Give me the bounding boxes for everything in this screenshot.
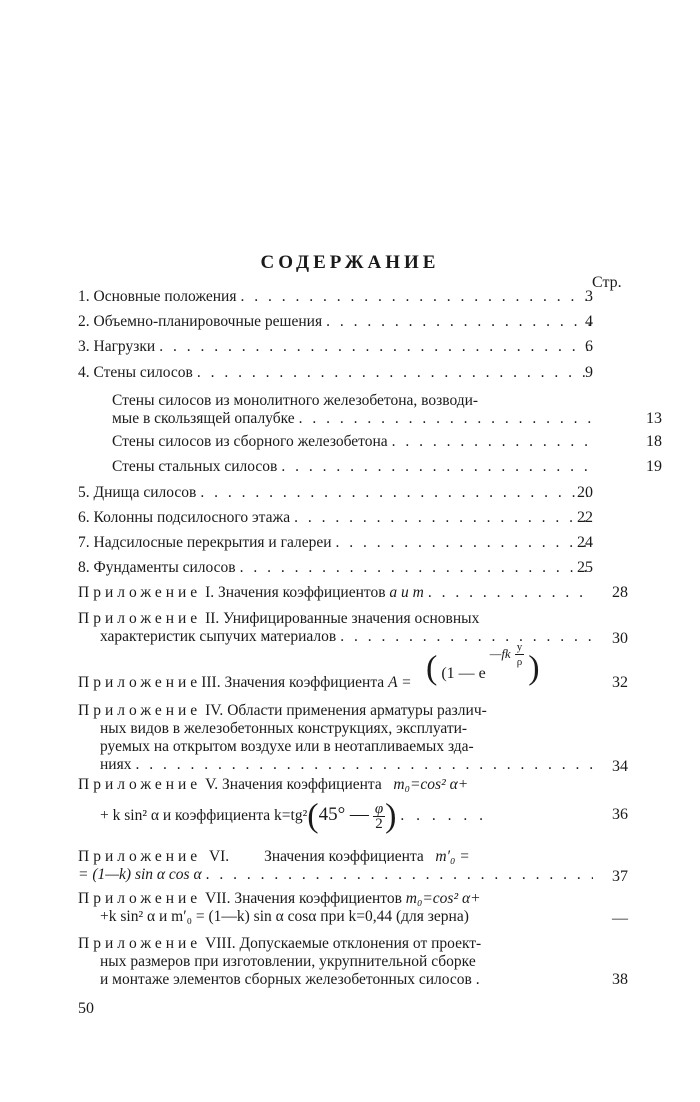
page-title: СОДЕРЖАНИЕ xyxy=(260,252,440,273)
toc-entry-5: 5. Днища силосов . . . 20 xyxy=(78,484,593,502)
toc-page: 6 xyxy=(585,338,593,355)
toc-subentry-2: Стены силосов из сборного железобетона . . . 18 xyxy=(78,433,662,451)
page-column-label: Стр. xyxy=(592,274,622,291)
formula: ( (1 — e $^{—fk}$ $\frac{y}{\rho}$ ) xyxy=(426,641,540,687)
toc-entry-6: 6. Колонны подсилосного этажа . . . 22 xyxy=(78,509,593,527)
toc-page: 9 xyxy=(585,364,593,381)
toc-entry-7: 7. Надсилосные перекрытия и галереи . . . 24 xyxy=(78,534,593,552)
toc-entry-1: 1. Основные положения . . . 3 xyxy=(78,288,593,306)
toc-appendix-8: Приложение VIII. Допускаемые отклонения от проект- ных размеров при изготовлении, укрупнительной сборке и монтаже элементов сборных железобетонных силосов . 38 xyxy=(78,935,628,988)
toc-page: 13 xyxy=(646,410,662,427)
toc-appendix-2: Приложение II. Унифицированные значения основных характеристик сыпучих материалов . . . 30 xyxy=(78,610,628,646)
toc-page: 19 xyxy=(646,458,662,475)
toc-page: 34 xyxy=(612,758,628,775)
toc-entry-4: 4. Стены силосов . . . 9 xyxy=(78,364,593,382)
toc-page: 4 xyxy=(585,313,593,330)
toc-page: 18 xyxy=(646,433,662,450)
toc-page: 3 xyxy=(585,288,593,305)
toc-subentry-3: Стены стальных силосов . . . 19 xyxy=(78,458,662,476)
toc-entry-2: 2. Объемно-планировочные решения . . . 4 xyxy=(78,313,593,331)
toc-page: 38 xyxy=(612,971,628,988)
toc-appendix-3: ПриложениеIII. Значения коэффициента A = ( (1 — e $^{—fk}$ $\frac{y}{\rho}$ ) 32 xyxy=(78,641,628,691)
toc-appendix-7: Приложение VII. Значения коэффициентов m₀=cos² α+ +k sin² α и m′₀ = (1—k) sin α cosα при k=0,44 (для зерна) — xyxy=(78,890,628,927)
toc-entry-3: 3. Нагрузки . . . 6 xyxy=(78,338,593,356)
toc-page: 30 xyxy=(612,630,628,647)
toc-page: 24 xyxy=(577,534,593,551)
toc-page: 28 xyxy=(612,584,628,601)
footer-page-number: 50 xyxy=(78,1000,94,1017)
toc-subentry-1: Стены силосов из монолитного железобетона, возводи- мые в скользящей опалубке . . . 13 xyxy=(78,392,662,428)
toc-appendix-1: Приложение I. Значения коэффициентов a и m . . . 28 xyxy=(78,584,628,602)
toc-page: 36 xyxy=(612,806,628,823)
toc-appendix-6: Приложение VI. Значения коэффициента m′₀ = = (1—k) sin α cos α . . . 37 xyxy=(78,848,628,884)
toc-page: 32 xyxy=(612,674,628,691)
toc-page: 25 xyxy=(577,559,593,576)
toc-appendix-5: Приложение V. Значения коэффициента m₀=cos² α+ + k sin² α и коэффициента k=tg²(45° — $\frac{\varphi}{2}$ ) . . . . . . 36 xyxy=(78,776,628,835)
toc-page: 22 xyxy=(577,509,593,526)
toc-entry-8: 8. Фундаменты силосов . . . 25 xyxy=(78,559,593,577)
toc-page: 37 xyxy=(612,868,628,885)
toc-page: 20 xyxy=(577,484,593,501)
toc-page: — xyxy=(612,910,628,927)
toc-appendix-4: Приложение IV. Области применения арматуры различ- ных видов в железобетонных конструкциях, эксплуати- руемых на открытом воздухе или в неотапливаемых зда- ниях . . . 34 xyxy=(78,702,628,774)
